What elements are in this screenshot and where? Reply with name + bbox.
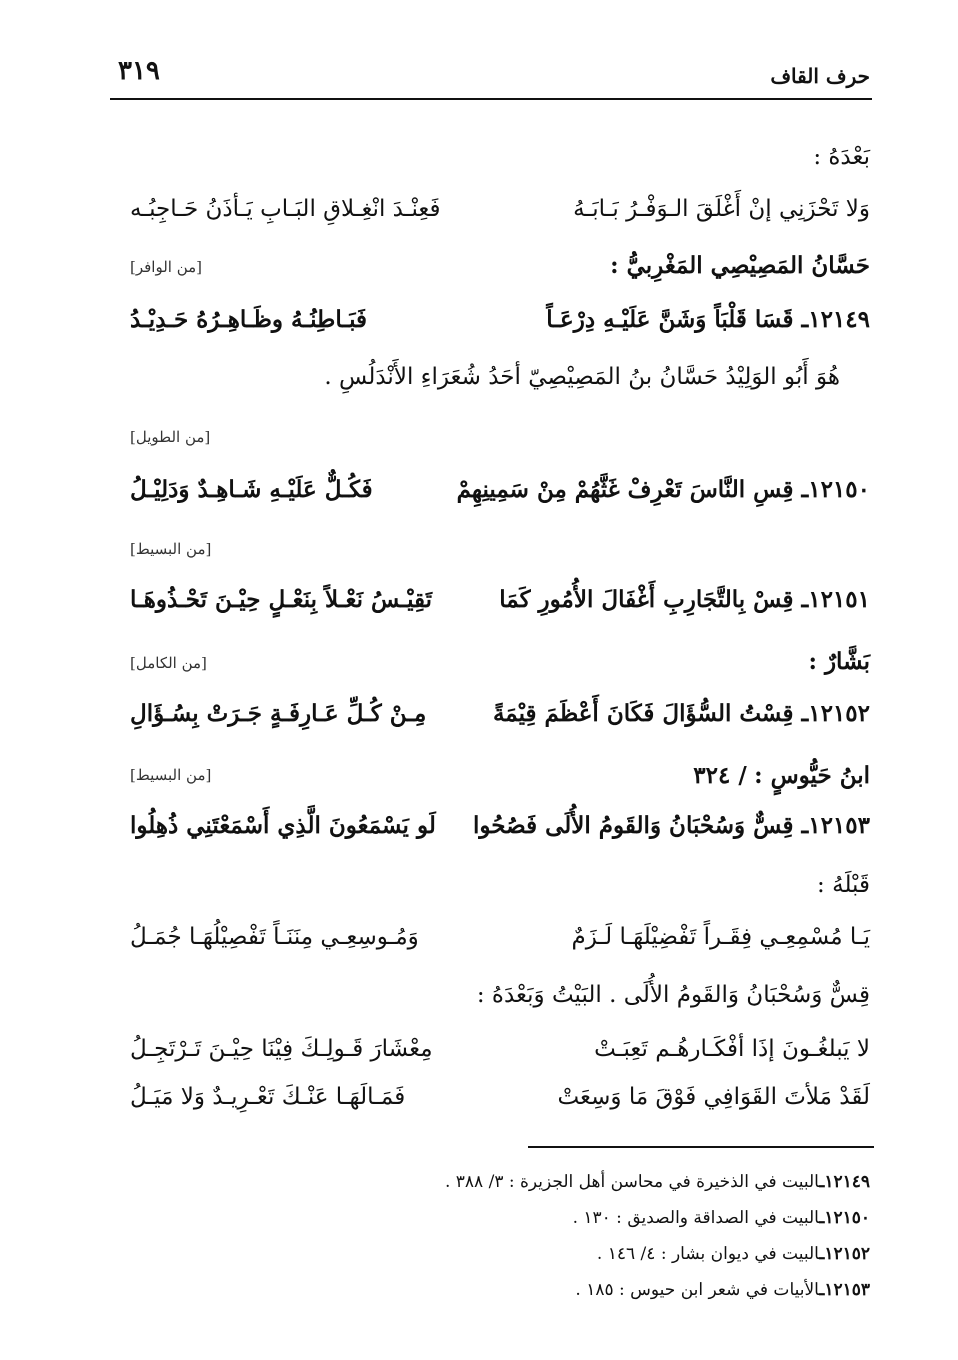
meter-label: [من الوافر]: [130, 258, 203, 276]
chapter-title: حرف القاف: [770, 64, 870, 88]
page-number: ٣١٩: [118, 56, 160, 86]
verse-hemistich-second: مِعْشَارَ قَـولِـكَ فِيْنَا حِيْـنَ تَـرْتَجِـلُ: [130, 1036, 433, 1062]
verse-hemistich-second: فَمَـالَهَـا عَنْـكَ تَعْـرِيـدٌ وَلا مَيَـلُ: [130, 1084, 406, 1110]
verse-hemistich-first: يَـا مُسْمِعِـي فِقَـراً تَفْضِيْلَهَـا لَـزَمٌ: [571, 924, 870, 950]
poet-name: بَشَّارٌ :: [808, 648, 870, 675]
footnote-text: الأبيات في شعر ابن حيوس : ١٨٥ .: [575, 1280, 820, 1300]
poet-line: [130, 648, 870, 675]
intro-line: قِسٌّ وَسُحْبَانُ وَالقَومُ الأُلَى . البَيْتُ وَبَعْدَهُ :: [476, 982, 870, 1008]
verse-hemistich-first: لا يَبلغُـونَ إذَا أفْكَـارهُـم تَعِبَـتْ: [594, 1036, 870, 1062]
poet-line: [130, 252, 870, 279]
page-header: [118, 52, 870, 92]
intro-line: قَبْلَهُ :: [817, 872, 870, 898]
verse-hemistich-first: [493, 700, 870, 727]
verse-hemistich-first: لَقَدْ مَلأتَ القَوَافِي فَوْقَ مَا وَسِعَتْ: [557, 1084, 870, 1110]
footnote-number: ١٢١٤٩ـ: [819, 1172, 870, 1192]
meter-label: [من البسيط]: [130, 766, 212, 784]
footnote-text: البيت في الصداقة والصديق : ١٣٠ .: [572, 1208, 820, 1228]
biography-note: هُوَ أَبُو الوَلِيْدُ حَسَّانُ بنُ المَصِيْصِيّ أحَدُ شُعَرَاءِ الأَنْدَلُسِ .: [324, 364, 840, 390]
poet-name: ابنُ حَيُّوسٍ :: [754, 762, 870, 789]
footnote-text: البيت في ديوان بشار : ٤/ ١٤٦ .: [596, 1244, 820, 1264]
footnote-number: ١٢١٥٠ـ: [819, 1208, 870, 1228]
footnote-text: البيت في الذخيرة في محاسن أهل الجزيرة : ٣/ ٣٨٨ .: [444, 1172, 820, 1192]
verse-hemistich-second: فَعِنْـدَ انْغِـلاقِ البَـابِ يَـأذَنُ حَـاجِبُـه: [130, 196, 441, 222]
footnote: [120, 1280, 870, 1300]
footnote: [120, 1244, 870, 1264]
volume-reference: / ٣٢٤: [693, 762, 747, 789]
meter-label: [من الطويل]: [130, 428, 211, 446]
verse-hemistich-second: لَو يَسْمَعُونَ الَّذِي أَسْمَعْتَنِي ذُهِلُوا: [130, 812, 436, 839]
verse-hemistich-first: وَلا تَحْزَنِي إنْ أَغْلَقَ الـوَفْـرُ بَـابَـهُ: [573, 196, 870, 222]
verse-text: قِسْ بِالتَّجَارِبِ أَغْفَالَ الأُمُورِ كَمَا: [499, 586, 794, 613]
meter-label: [من البسيط]: [130, 540, 212, 558]
verse-hemistich-first: [457, 476, 870, 503]
verse-text: قِسْتُ السُّؤَالَ فَكَانَ أَعْظَمَ قِيْمَةً: [492, 700, 794, 727]
verse-number: ١٢١٥٠ـ: [801, 476, 870, 503]
verse-hemistich-second: تَقِيْـسُ نَعْـلاً بِنَعْـلٍ حِيْـنَ تَحْـذُوهَـا: [130, 586, 433, 613]
meter-label: [من الكامل]: [130, 654, 207, 672]
footnote: [120, 1208, 870, 1228]
verse-number: ١٢١٥٢ـ: [801, 700, 870, 727]
footnote-number: ١٢١٥٣ـ: [819, 1280, 870, 1300]
poet-line: [130, 762, 870, 789]
verse-text: قِسِ النَّاسَ تَعْرِفْ غَثَّهُمْ مِنْ سَمِينِهِمْ: [456, 476, 794, 503]
verse-hemistich-first: [499, 586, 870, 613]
verse-hemistich-second: وَمُـوسِعِـي مِنَنَـاً تَفْصِيْلُهَـا جُمَـلُ: [130, 924, 419, 950]
verse-number: ١٢١٥١ـ: [801, 586, 870, 613]
footnote-number: ١٢١٥٢ـ: [819, 1244, 870, 1264]
poet-name: حَسَّانُ المَصِيْصِي المَغْرِبيُّ :: [610, 252, 870, 279]
verse-number: ١٢١٥٣ـ: [801, 812, 870, 839]
verse-text: قِسٌّ وَسُحْبَانُ وَالقَومُ الأُلَى فَصُحُوا: [473, 812, 794, 839]
verse-hemistich-first: [473, 812, 870, 839]
header-rule: [110, 98, 872, 100]
verse-number: ١٢١٤٩ـ: [801, 306, 870, 333]
verse-hemistich-first: [546, 306, 870, 333]
footnote: [120, 1172, 870, 1192]
verse-hemistich-second: فَبَـاطِنُـهُ وظَـاهِـرُهُ حَـدِيْـدُ: [130, 306, 368, 333]
verse-hemistich-second: مِـنْ كُـلِّ عَـارِفَـةٍ جَـرَتْ بِسُـؤَالِ: [130, 700, 427, 727]
intro-line: بَعْدَهُ :: [813, 144, 870, 170]
verse-hemistich-second: فَكُـلٌّ عَلَيْـهِ شَـاهِـدٌ وَدَلِيْـلُ: [130, 476, 373, 503]
verse-text: قَسَا قَلْبَاً وَشَنَّ عَلَيْـهِ دِرْعَـاً: [546, 306, 794, 333]
